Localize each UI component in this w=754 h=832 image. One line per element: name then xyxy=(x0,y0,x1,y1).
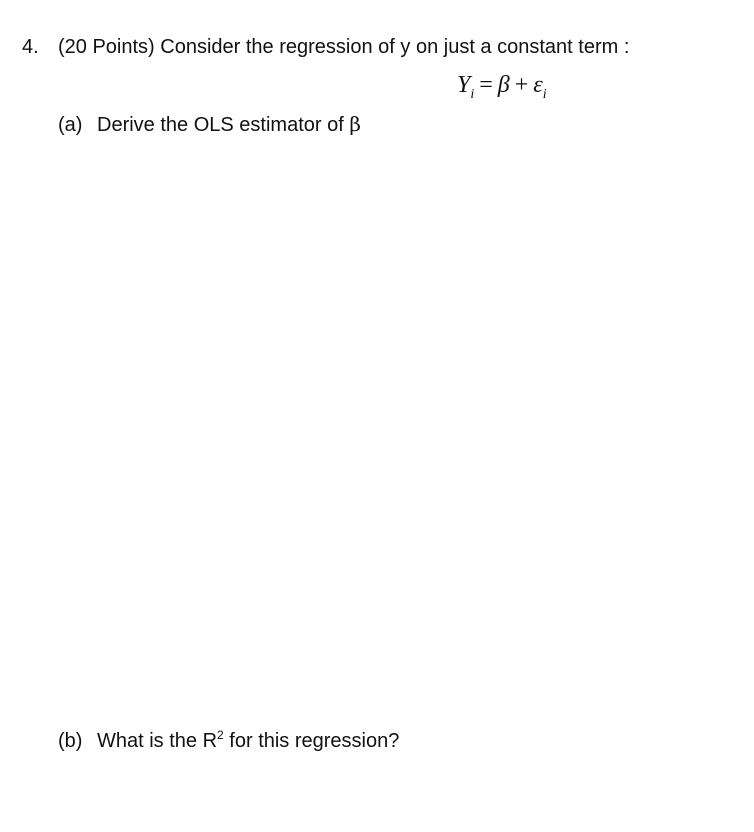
eq-beta: β xyxy=(497,72,510,98)
eq-plus: + xyxy=(514,72,529,98)
part-a-text: Derive the OLS estimator of xyxy=(97,114,344,136)
question-number: 4. xyxy=(22,36,39,58)
part-b-label: (b) xyxy=(58,730,83,752)
part-b-text-after: for this regression? xyxy=(223,730,400,752)
part-b-text-before: What is the R xyxy=(97,730,218,752)
regression-equation xyxy=(457,70,547,110)
part-b-superscript: 2 xyxy=(217,728,224,742)
eq-epsilon-subscript: i xyxy=(542,87,547,102)
eq-epsilon: ε xyxy=(533,72,543,98)
part-b xyxy=(58,722,399,754)
part-a xyxy=(58,111,361,138)
part-a-label: (a) xyxy=(58,114,83,136)
part-a-beta-symbol: β xyxy=(349,112,361,136)
eq-equals: = xyxy=(479,72,493,98)
question-text: (20 Points) Consider the regression of y on just a constant term : xyxy=(58,36,630,58)
question-4 xyxy=(22,34,629,60)
eq-lhs-variable: Y xyxy=(457,72,471,98)
eq-lhs-subscript: i xyxy=(470,87,475,102)
